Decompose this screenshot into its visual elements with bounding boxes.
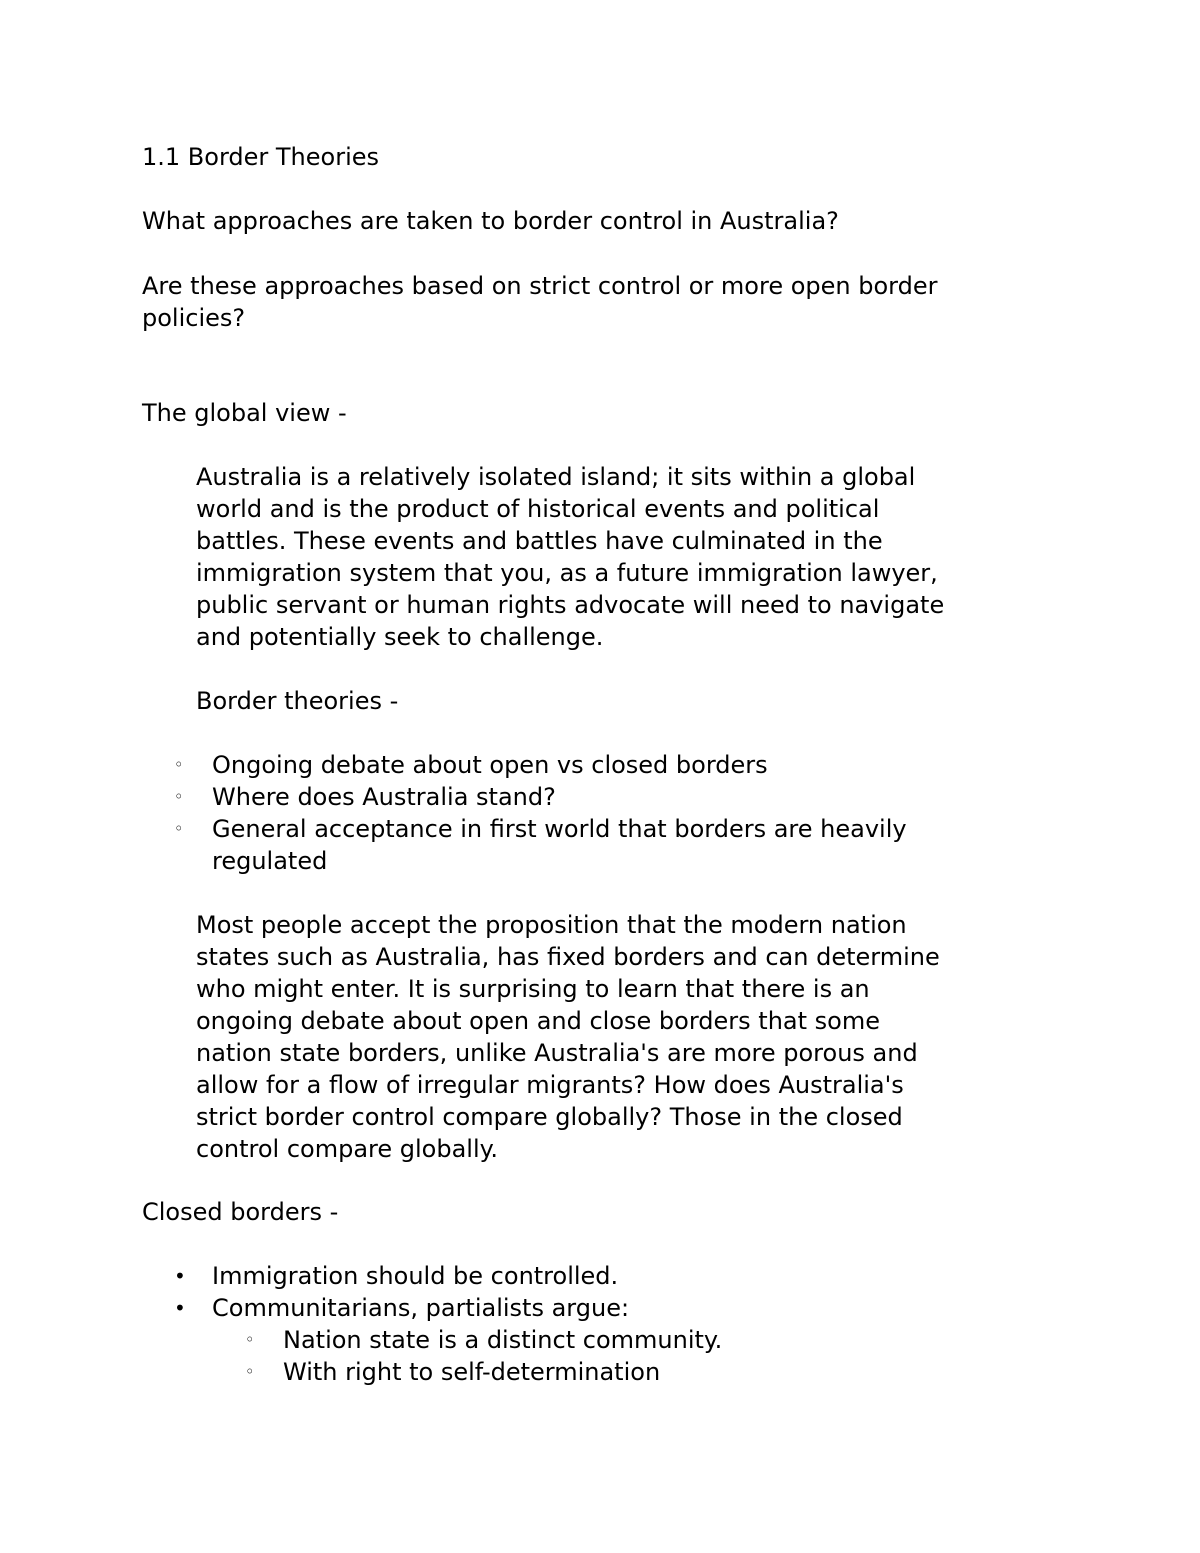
question-1: What approaches are taken to border control in Australia? <box>142 207 839 235</box>
paragraph-line: who might enter. It is surprising to learn that there is an <box>196 975 870 1003</box>
border-theories-subheading: Border theories - <box>196 687 399 715</box>
paragraph-line: and potentially seek to challenge. <box>196 623 604 651</box>
hollow-bullet-icon: ◦ <box>174 787 184 806</box>
list-item: Communitarians, partialists argue: <box>212 1294 630 1322</box>
filled-bullet-icon: • <box>174 1296 186 1320</box>
filled-bullet-icon: • <box>174 1264 186 1288</box>
paragraph-line: ongoing debate about open and close borders that some <box>196 1007 880 1035</box>
list-item: Where does Australia stand? <box>212 783 556 811</box>
paragraph-line: Australia is a relatively isolated island; it sits within a global <box>196 463 916 491</box>
hollow-bullet-icon: ◦ <box>245 1362 255 1381</box>
sub-list-item: Nation state is a distinct community. <box>283 1326 723 1354</box>
hollow-bullet-icon: ◦ <box>174 755 184 774</box>
paragraph-line: Most people accept the proposition that the modern nation <box>196 911 907 939</box>
question-2-line-2: policies? <box>142 304 246 332</box>
list-item: Immigration should be controlled. <box>212 1262 619 1290</box>
paragraph-line: nation state borders, unlike Australia's are more porous and <box>196 1039 918 1067</box>
hollow-bullet-icon: ◦ <box>174 819 184 838</box>
paragraph-line: states such as Australia, has fixed borders and can determine <box>196 943 940 971</box>
paragraph-line: world and is the product of historical events and political <box>196 495 880 523</box>
question-2-line-1: Are these approaches based on strict control or more open border <box>142 272 938 300</box>
list-item: Ongoing debate about open vs closed borders <box>212 751 768 779</box>
paragraph-line: immigration system that you, as a future immigration lawyer, <box>196 559 938 587</box>
paragraph-line: allow for a flow of irregular migrants? How does Australia's <box>196 1071 904 1099</box>
paragraph-line: public servant or human rights advocate will need to navigate <box>196 591 945 619</box>
global-view-heading: The global view - <box>142 399 347 427</box>
hollow-bullet-icon: ◦ <box>245 1330 255 1349</box>
list-item-continuation: regulated <box>212 847 328 875</box>
paragraph-line: control compare globally. <box>196 1135 499 1163</box>
sub-list-item: With right to self-determination <box>283 1358 661 1386</box>
list-item: General acceptance in first world that borders are heavily <box>212 815 907 843</box>
paragraph-line: battles. These events and battles have culminated in the <box>196 527 883 555</box>
paragraph-line: strict border control compare globally? Those in the closed <box>196 1103 903 1131</box>
section-heading: 1.1 Border Theories <box>142 143 380 171</box>
closed-borders-heading: Closed borders - <box>142 1198 339 1226</box>
